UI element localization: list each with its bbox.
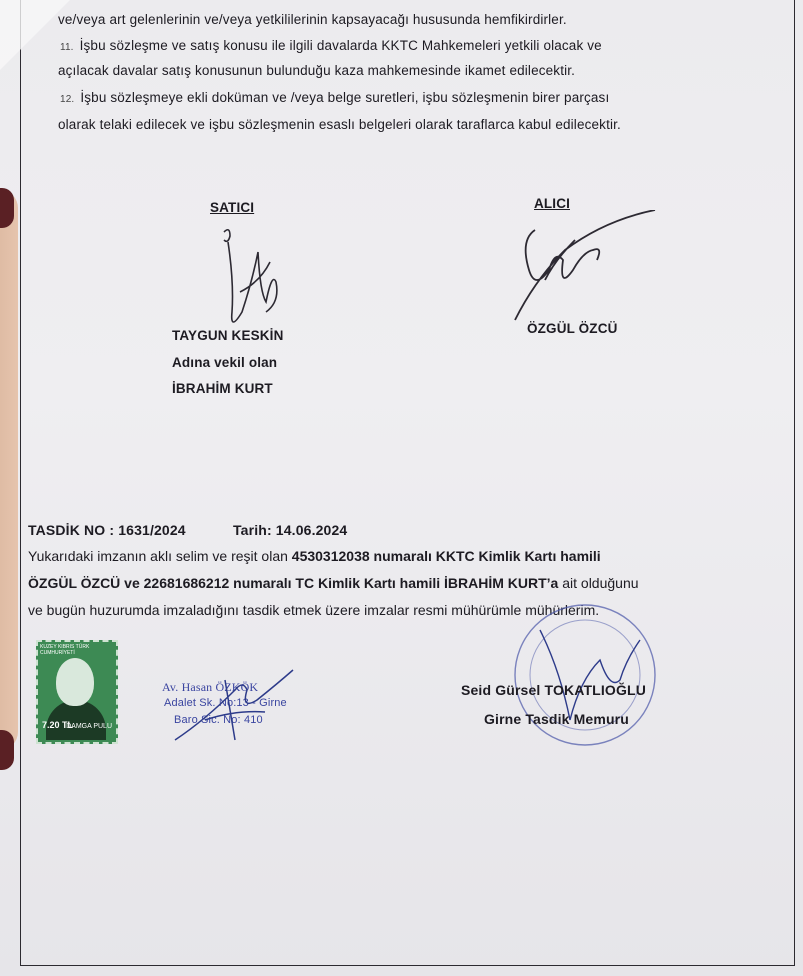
notary-text-2a: ÖZGÜL ÖZCÜ ve 22681686212 numaralı TC Kimlik Kartı hamili İBRAHİM KURT’a: [28, 575, 559, 591]
page-fold: [0, 0, 70, 70]
lawyer-stamp-line-3: Baro Sic. No: 410: [174, 714, 263, 726]
tasdik-number: TASDİK NO : 1631/2024: [28, 522, 186, 538]
revenue-stamp: [36, 640, 118, 744]
lawyer-stamp-line-2: Adalet Sk. No:13 - Girne: [164, 697, 287, 709]
finger-edge: [0, 190, 18, 750]
officer-name: Seid Gürsel TOKATLIOĞLU: [461, 682, 646, 698]
notary-paragraph-line-2: [28, 575, 639, 591]
fingernail-top: [0, 188, 14, 228]
fingernail-bottom: [0, 730, 14, 770]
revenue-stamp-portrait: [56, 658, 94, 706]
notary-paragraph-line-3: ve bugün huzurumda imzaladığını tasdik etmek üzere imzalar resmi mühürümle mühürlerim.: [28, 602, 600, 618]
tasdik-date: Tarih: 14.06.2024: [233, 522, 348, 538]
lawyer-stamp-line-1: Av. Hasan ÖZKÖK: [162, 680, 259, 694]
clause-12-text-1: İşbu sözleşmeye ekli doküman ve /veya belge suretleri, işbu sözleşmenin birer parçası: [80, 90, 610, 105]
revenue-stamp-value: 7.20 TL: [42, 720, 74, 730]
lawyer-signature: [165, 660, 295, 750]
notary-text-2b: ait olduğunu: [558, 575, 639, 591]
clause-12-number: 12.: [60, 94, 75, 105]
clause-12-line-2: olarak telaki edilecek ve işbu sözleşmenin esaslı belgeleri olarak taraflarca kabul edilecektir.: [58, 117, 621, 132]
revenue-stamp-label: DAMGA PULU: [66, 723, 112, 730]
clause-11-number: 11.: [60, 42, 74, 53]
seller-name: TAYGUN KESKİN: [172, 328, 284, 343]
buyer-name: ÖZGÜL ÖZCÜ: [527, 321, 618, 336]
clause-11-text-1: İşbu sözleşme ve satış konusu ile ilgili davalarda KKTC Mahkemeleri yetkili olacak ve: [79, 38, 602, 53]
seller-representative-name: İBRAHİM KURT: [172, 381, 273, 396]
notary-paragraph-line-1: [28, 548, 601, 564]
notary-text-1b: 4530312038 numaralı KKTC Kimlik Kartı hamili: [291, 548, 601, 564]
clause-line-0: ve/veya art gelenlerinin ve/veya yetkililerinin kapsayacağı hususunda hemfikirdirler.: [58, 12, 567, 27]
buyer-label: ALICI: [534, 196, 570, 211]
official-seal: [500, 590, 660, 760]
seller-label: SATICI: [210, 200, 255, 215]
clause-11-line-1: [60, 38, 602, 53]
notary-text-1a: Yukarıdaki imzanın aklı selim ve reşit olan: [28, 548, 292, 564]
seller-representative: Adına vekil olan: [172, 355, 278, 370]
clause-12-line-1: [60, 90, 609, 105]
revenue-stamp-header: KUZEY KIBRIS TÜRK CUMHURİYETİ: [40, 644, 90, 656]
clause-11-line-2: açılacak davalar satış konusunun bulunduğu kaza mahkemesinde ikamet edilecektir.: [58, 63, 576, 78]
page-border: [20, 0, 795, 966]
seller-signature: [210, 222, 310, 342]
officer-title: Girne Tasdik Memuru: [484, 711, 629, 727]
buyer-signature: [505, 210, 665, 330]
